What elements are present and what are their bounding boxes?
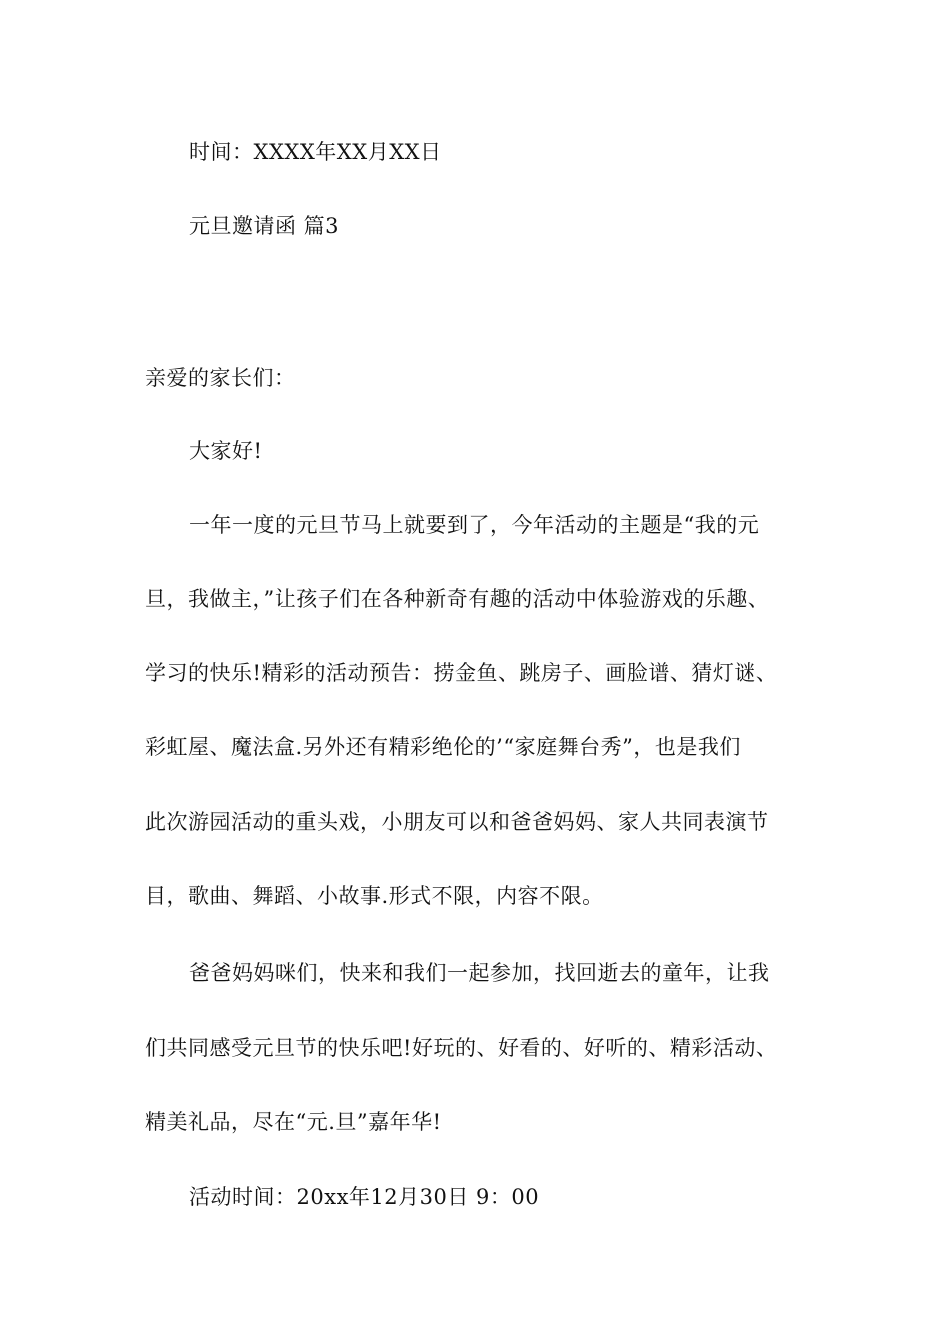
paragraph-1-line-3: 学习的快乐!精彩的活动预告：捞金鱼、跳房子、画脸谱、猜灯谜、 xyxy=(145,661,778,685)
paragraph-1-line-6: 目，歌曲、舞蹈、小故事.形式不限，内容不限。 xyxy=(145,884,604,908)
paragraph-1-line-4: 彩虹屋、魔法盒.另外还有精彩绝伦的’“家庭舞台秀”，也是我们 xyxy=(145,735,741,759)
activity-time: 活动时间：20xx年12月30日 9：00 xyxy=(189,1185,540,1209)
paragraph-2-line-1: 爸爸妈妈咪们，快来和我们一起参加，找回逝去的童年，让我 xyxy=(189,961,770,985)
paragraph-1-line-5: 此次游园活动的重头戏，小朋友可以和爸爸妈妈、家人共同表演节 xyxy=(145,810,769,834)
greeting: 大家好! xyxy=(189,439,263,463)
paragraph-2-line-2: 们共同感受元旦节的快乐吧!好玩的、好看的、好听的、精彩活动、 xyxy=(145,1036,778,1060)
time-line: 时间：XXXX年XX月XX日 xyxy=(189,140,442,164)
paragraph-2-line-3: 精美礼品，尽在“元.旦”嘉年华! xyxy=(145,1110,442,1134)
salutation: 亲爱的家长们： xyxy=(145,366,296,390)
letter-heading: 元旦邀请函 篇3 xyxy=(189,214,340,238)
paragraph-1-line-2: 旦，我做主，”让孩子们在各种新奇有趣的活动中体验游戏的乐趣、 xyxy=(145,587,770,611)
paragraph-1-line-1: 一年一度的元旦节马上就要到了，今年活动的主题是“我的元 xyxy=(189,513,760,537)
